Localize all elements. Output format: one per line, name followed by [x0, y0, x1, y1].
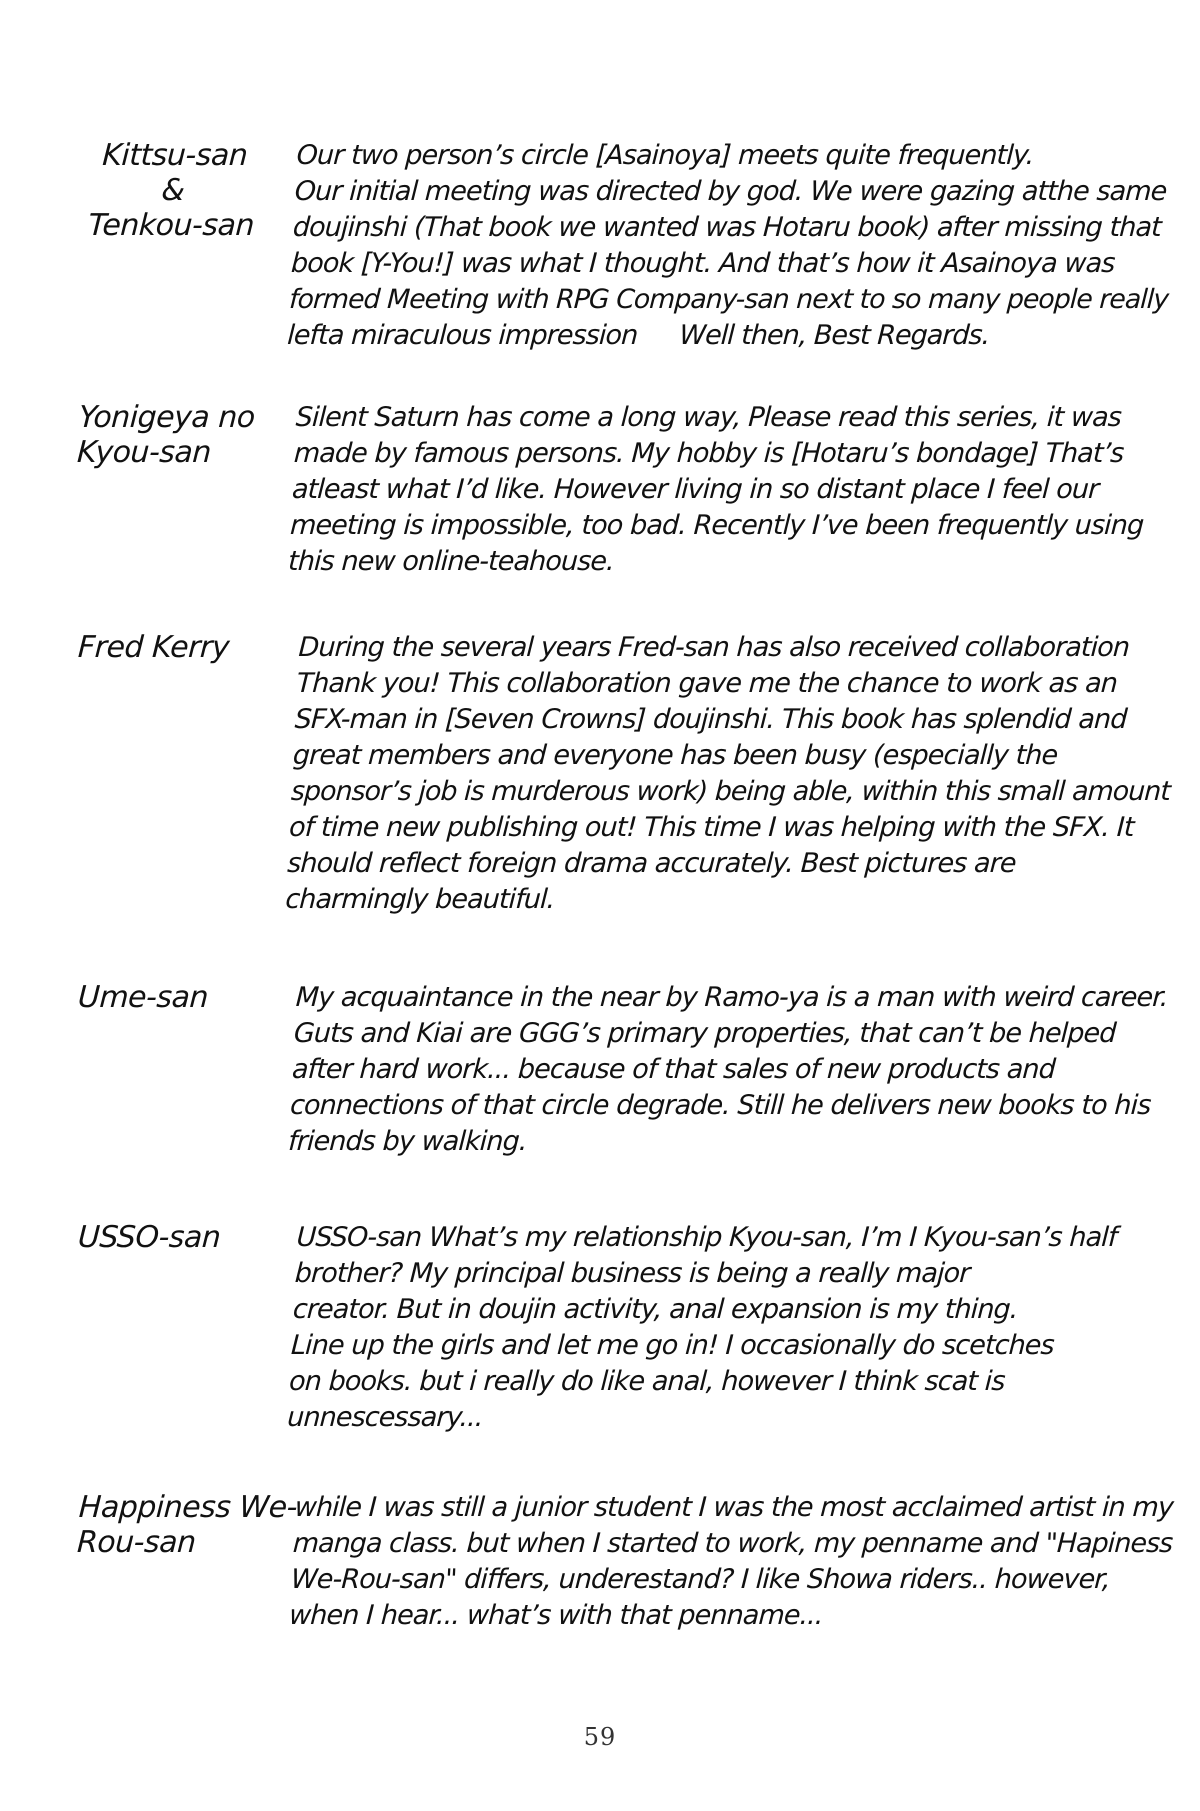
- name-line: Fred Kerry: [77, 630, 231, 665]
- text-line: Thank you! This collaboration gave me the chance to work as an: [295, 668, 1118, 699]
- text-line: should reflect foreign drama accurately. Best pictures are: [286, 848, 1017, 879]
- text-line: Our two person’s circle [Asainoya] meets quite frequently.: [295, 140, 1035, 171]
- entry-name: [77, 980, 284, 1015]
- name-line: Kittsu-san: [101, 138, 249, 173]
- text-line: creator. But in doujin activity, anal expansion is my thing.: [292, 1294, 1019, 1325]
- text-line: Silent Saturn has come a long way, Please read this series, it was: [294, 402, 1122, 433]
- text-line: sponsor’s job is murderous work) being able, within this small amount: [290, 776, 1171, 807]
- entry-text: [286, 138, 1177, 354]
- text-line: formed Meeting with RPG Company-san next to so many people really: [288, 284, 1170, 315]
- text-line: During the several years Fred-san has also received collaboration: [297, 632, 1130, 663]
- name-line: Yonigeya no: [78, 400, 256, 435]
- signature: Well then, Best Regards.: [678, 320, 991, 351]
- text-line: brother? My principal business is being a really major: [294, 1258, 971, 1289]
- entry-text: [287, 980, 1176, 1160]
- text-line: Guts and Kiai are GGG’s primary properties, that can’t be helped: [293, 1018, 1117, 1049]
- entry-name: [75, 138, 286, 243]
- name-line: Kyou-san: [76, 435, 212, 470]
- text-line: unnescessary...: [286, 1402, 484, 1433]
- entry-text: [286, 1220, 1177, 1436]
- text-line: doujinshi (That book we wanted was Hotaru book) after missing that: [292, 212, 1162, 243]
- page-number: 59: [583, 1723, 617, 1751]
- text-line: We-Rou-san" differs, underestand? I like Showa riders.. however,: [290, 1564, 1111, 1595]
- text-line: when I hear... what’s with that penname...: [288, 1600, 824, 1631]
- name-line: Ume-san: [77, 980, 209, 1015]
- entry-name: [77, 630, 284, 665]
- entry-name: [77, 1220, 284, 1255]
- text-line: atleast what I’d like. However living in so distant place I feel our: [291, 474, 1100, 505]
- text-line: manga class. but when I started to work, my penname and "Hapiness: [292, 1528, 1174, 1559]
- text-line: charmingly beautiful.: [284, 884, 556, 915]
- text-line: meeting is impossible, too bad. Recently I’ve been frequently using: [289, 510, 1145, 541]
- text-line-with-signature: [286, 318, 1168, 354]
- text-line: connections of that circle degrade. Still he delivers new books to his: [289, 1090, 1152, 1121]
- text-line: My acquaintance in the near by Ramo-ya is a man with weird career.: [294, 982, 1169, 1013]
- name-line: &: [160, 173, 186, 208]
- text-line: Line up the girls and let me go in! I occasionally do scetches: [290, 1330, 1055, 1361]
- text-line: after hard work... because of that sales of new products and: [291, 1054, 1056, 1085]
- text-line: of time new publishing out! This time I was helping with the SFX. It: [288, 812, 1135, 843]
- text-line: great members and everyone has been busy (especially the: [292, 740, 1059, 771]
- entry-text: [287, 400, 1176, 580]
- text-line: USSO-san What’s my relationship Kyou-san, I’m I Kyou-san’s half: [295, 1222, 1118, 1253]
- entry-text: [288, 1490, 1176, 1634]
- text-line: Our initial meeting was directed by god. We were gazing atthe same: [294, 176, 1168, 207]
- name-line: Happiness We-: [78, 1490, 298, 1525]
- name-line: USSO-san: [77, 1220, 222, 1255]
- text-line: while I was still a junior student I was the most acclaimed artist in my: [294, 1492, 1174, 1523]
- text-line: made by famous persons. My hobby is [Hotaru’s bondage] That’s: [293, 438, 1125, 469]
- text-line: this new online-teahouse.: [287, 546, 615, 577]
- name-line: Tenkou-san: [87, 208, 255, 243]
- text-line: book [Y-You!] was what I thought. And that’s how it Asainoya was: [290, 248, 1116, 279]
- text-line: lefta miraculous impression: [286, 320, 639, 351]
- name-line: Rou-san: [76, 1525, 197, 1560]
- text-line: friends by walking.: [287, 1126, 528, 1157]
- entry-text: [284, 630, 1179, 918]
- entry-name: [76, 1490, 298, 1560]
- entry-name: [76, 400, 285, 470]
- text-line: SFX-man in [Seven Crowns] doujinshi. This book has splendid and: [294, 704, 1128, 735]
- text-line: on books. but i really do like anal, however I think scat is: [288, 1366, 1006, 1397]
